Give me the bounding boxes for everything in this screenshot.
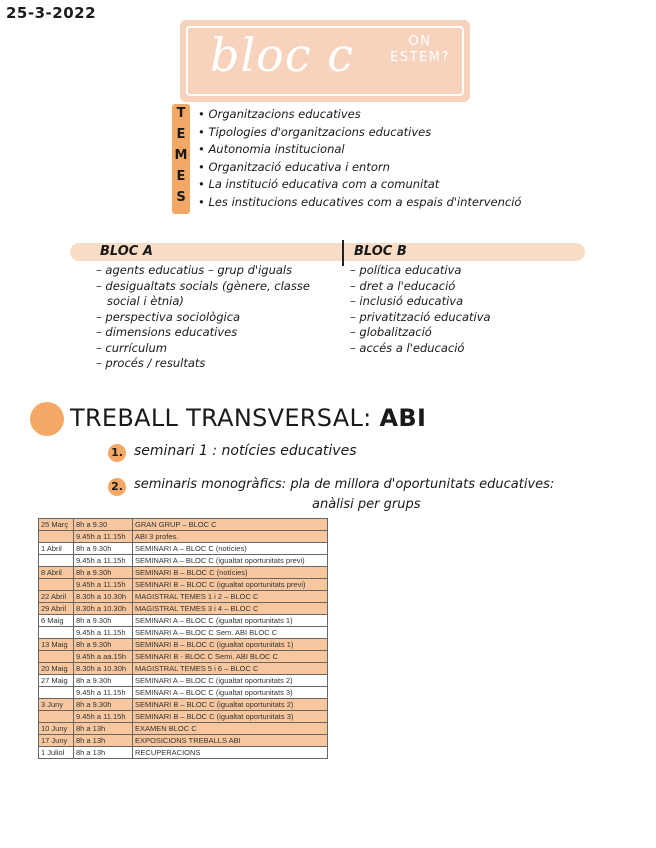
schedule-row: [39, 687, 328, 699]
schedule-date: [39, 555, 74, 567]
schedule-time: 8h a 9.30h: [74, 699, 133, 711]
seminar-item: seminari 1 : notícies educatives: [134, 443, 357, 459]
schedule-description: SEMINARI B – BLOC C (igualtat oportunitats 2): [133, 699, 328, 711]
schedule-date: 10 Juny: [39, 723, 74, 735]
schedule-description: SEMINARI A – BLOC C (notícies): [133, 543, 328, 555]
schedule-row: [39, 531, 328, 543]
schedule-body: [39, 519, 328, 759]
schedule-date: [39, 579, 74, 591]
page-subtitle: ON ESTEM?: [390, 34, 450, 65]
schedule-row: [39, 639, 328, 651]
bloc-b-item: – accés a l'educació: [350, 340, 465, 355]
schedule-description: EXAMEN BLOC C: [133, 723, 328, 735]
temes-letter: M: [174, 148, 188, 163]
schedule-description: MAGISTRAL TEMES 1 i 2 – BLOC C: [133, 591, 328, 603]
schedule-date: 1 Abril: [39, 543, 74, 555]
title-banner: [180, 20, 470, 102]
schedule-row: [39, 699, 328, 711]
schedule-description: SEMINARI A – BLOC C Sem. ABI BLOC C: [133, 627, 328, 639]
schedule-description: SEMINARI A – BLOC C (igualtat oportunitats 2): [133, 675, 328, 687]
schedule-description: SEMINARI B – BLOC C (igualtat oportunitats 3): [133, 711, 328, 723]
schedule-date: 29 Abril: [39, 603, 74, 615]
schedule-date: [39, 711, 74, 723]
schedule-time: 8h a 9.30h: [74, 567, 133, 579]
bloc-a-item: social i ètnia): [96, 294, 184, 308]
tema-item: • Organitzacions educatives: [198, 107, 361, 121]
schedule-date: 6 Maig: [39, 615, 74, 627]
bloc-divider: [342, 240, 344, 266]
note-date: 25-3-2022: [6, 4, 97, 22]
schedule-time: 8h a 9.30h: [74, 675, 133, 687]
bloc-b-item: – globalització: [350, 325, 432, 339]
seminar-number: 2.: [108, 478, 126, 496]
schedule-row: [39, 747, 328, 759]
schedule-date: 1 Juliol: [39, 747, 74, 759]
schedule-time: 9.45h a 11.15h: [74, 579, 133, 591]
transversal-title-abi: ABI: [379, 404, 427, 432]
schedule-date: 8 Abril: [39, 567, 74, 579]
bloc-a-heading: BLOC A: [100, 244, 153, 259]
schedule-date: [39, 651, 74, 663]
schedule-time: 8.30h a 10.30h: [74, 603, 133, 615]
schedule-time: 8h a 9.30h: [74, 543, 133, 555]
schedule-row: [39, 519, 328, 531]
seminar-item: seminaris monogràfics: pla de millora d'oportunitats educatives:: [134, 477, 555, 492]
schedule-time: 8.30h a 10.30h: [74, 591, 133, 603]
temes-letter: S: [176, 190, 186, 205]
schedule-time: 9.45h a 11.15h: [74, 687, 133, 699]
schedule-description: SEMINARI A – BLOC C (igualtat oportunitats 1): [133, 615, 328, 627]
section-bullet-dot: [30, 402, 64, 436]
seminar-number: 1.: [108, 444, 126, 462]
schedule-time: 9.45h a 11.15h: [74, 711, 133, 723]
temes-letter: E: [176, 127, 186, 142]
schedule-description: SEMINARI B - BLOC C Semi. ABI BLOC C: [133, 651, 328, 663]
schedule-time: 8h a 13h: [74, 747, 133, 759]
schedule-description: EXPOSICIONS TREBALLS ABI: [133, 735, 328, 747]
schedule-row: [39, 663, 328, 675]
bloc-a-list: [96, 263, 310, 372]
tema-item: • Les institucions educatives com a espais d'intervenció: [198, 194, 522, 209]
schedule-time: 8.30h a 10.30h: [74, 663, 133, 675]
schedule-time: 8h a 9.30h: [74, 615, 133, 627]
tema-item: • Organització educativa i entorn: [198, 159, 390, 174]
schedule-time: 9.45h a 11.15h: [74, 531, 133, 543]
schedule-row: [39, 567, 328, 579]
schedule-description: MAGISTRAL TEMES 5 i 6 – BLOC C: [133, 663, 328, 675]
transversal-title: [70, 404, 426, 432]
bloc-b-item: – inclusió educativa: [350, 294, 464, 308]
transversal-title-prefix: TREBALL TRANSVERSAL:: [70, 404, 372, 432]
schedule-time: 9.45h a aa.15h: [74, 651, 133, 663]
schedule-time: 9.45h a 11.15h: [74, 627, 133, 639]
schedule-description: SEMINARI B – BLOC C (notícies): [133, 567, 328, 579]
bloc-a-item: – procés / resultats: [96, 356, 206, 370]
schedule-row: [39, 579, 328, 591]
schedule-date: 3 Juny: [39, 699, 74, 711]
temes-letter: T: [176, 106, 186, 121]
schedule-date: 27 Maig: [39, 675, 74, 687]
bloc-a-item: – desigualtats socials (gènere, classe: [96, 278, 310, 293]
schedule-row: [39, 675, 328, 687]
schedule-row: [39, 603, 328, 615]
schedule-time: 8h a 13h: [74, 735, 133, 747]
bloc-a-item: – dimensions educatives: [96, 325, 238, 339]
tema-item: • Tipologies d'organitzacions educatives: [198, 124, 432, 139]
schedule-row: [39, 615, 328, 627]
temes-letter: E: [176, 169, 186, 184]
schedule-row: [39, 543, 328, 555]
schedule-date: 25 Març: [39, 519, 74, 531]
bloc-b-item: – privatització educativa: [350, 309, 491, 324]
schedule-date: [39, 531, 74, 543]
schedule-row: [39, 735, 328, 747]
temes-list: [198, 106, 521, 211]
schedule-table: [38, 518, 328, 759]
schedule-row: [39, 591, 328, 603]
bloc-a-item: – perspectiva sociològica: [96, 309, 241, 324]
page-title: bloc c: [210, 28, 354, 82]
schedule-date: 20 Maig: [39, 663, 74, 675]
tema-item: • La institució educativa com a comunitat: [198, 177, 440, 191]
schedule-row: [39, 711, 328, 723]
schedule-description: SEMINARI A – BLOC C (igualtat oportunitats previ): [133, 555, 328, 567]
temes-label: [172, 104, 190, 214]
schedule-date: 22 Abril: [39, 591, 74, 603]
bloc-b-item: – política educativa: [350, 263, 462, 277]
schedule-description: SEMINARI A – BLOC C (igualtat oportunitats 3): [133, 687, 328, 699]
schedule-description: SEMINARI B – BLOC C (igualtat oportunitats 1): [133, 639, 328, 651]
bloc-a-item: – currículum: [96, 340, 167, 355]
schedule-description: GRAN GRUP – BLOC C: [133, 519, 328, 531]
schedule-description: ABI 3 profes.: [133, 531, 328, 543]
schedule-time: 8h a 13h: [74, 723, 133, 735]
schedule-time: 8h a 9.30h: [74, 639, 133, 651]
schedule-description: SEMINARI B – BLOC C (igualtat oportunitats previ): [133, 579, 328, 591]
bloc-b-list: [350, 263, 491, 356]
schedule-row: [39, 651, 328, 663]
schedule-time: 8h a 9.30: [74, 519, 133, 531]
schedule-row: [39, 723, 328, 735]
schedule-row: [39, 627, 328, 639]
bloc-b-item: – dret a l'educació: [350, 278, 456, 293]
schedule-description: RECUPERACIONS: [133, 747, 328, 759]
schedule-date: 17 Juny: [39, 735, 74, 747]
tema-item: • Autonomia institucional: [198, 142, 345, 156]
schedule-time: 9.45h a 11.15h: [74, 555, 133, 567]
schedule-row: [39, 555, 328, 567]
schedule-date: [39, 627, 74, 639]
bloc-b-heading: BLOC B: [354, 244, 407, 259]
schedule-date: 13 Maig: [39, 639, 74, 651]
schedule-date: [39, 687, 74, 699]
bloc-a-item: – agents educatius – grup d'iguals: [96, 263, 293, 277]
seminar-item-continuation: anàlisi per grups: [312, 497, 421, 512]
schedule-description: MAGISTRAL TEMES 3 i 4 – BLOC C: [133, 603, 328, 615]
